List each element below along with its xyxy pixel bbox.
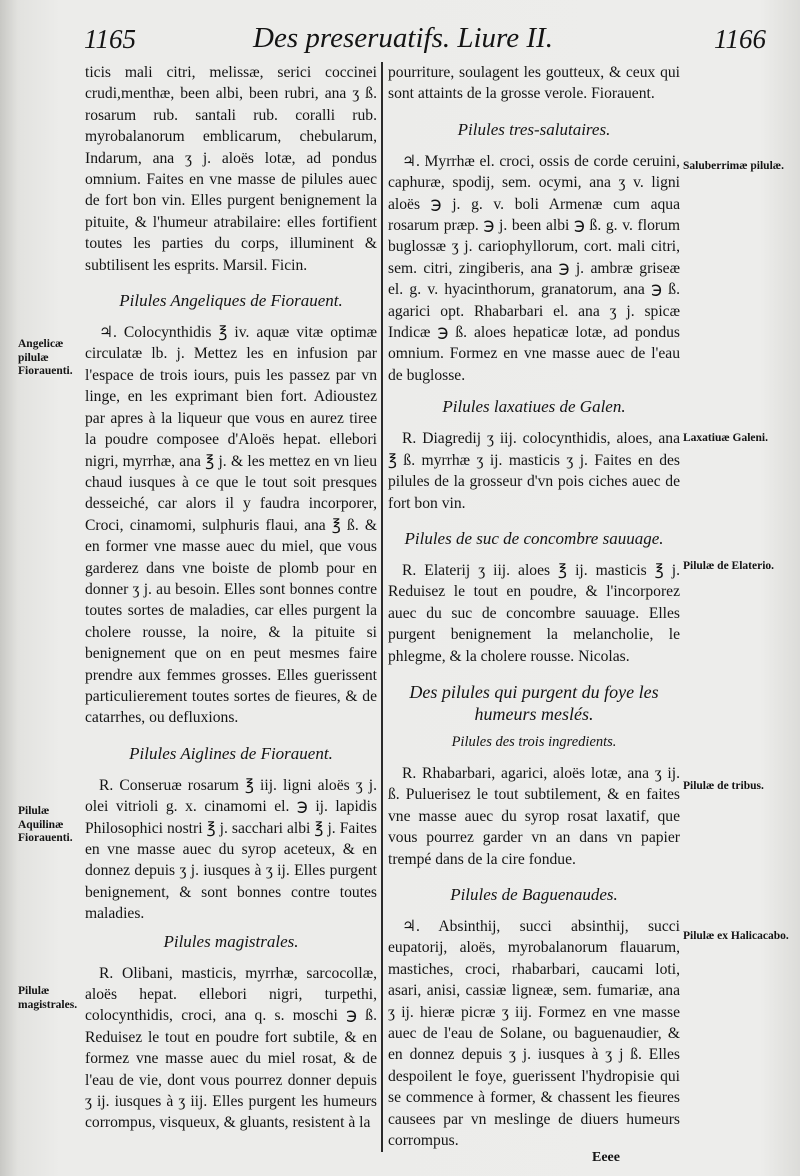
margin-note: Pilulæ ex Halicacabo. [683,930,789,942]
paragraph: ♃. Colocynthidis ℥ iv. aquæ vitæ optimæ circulatæ lb. j. Mettez les en infusion par l'espace de trois iours, puis les passez par vn linge, en les exprimant bien fort. Adioustez par apres à la liqueur que vous en aurez tiree la poudre composee d'Aloës hepat. ellebori nigri, myrrhæ, ana ℥ j. & les mettez en vn lieu chaud iusques à ce que le tout soit presques desseiché, car alors il y faudra incorporer, Croci, cinamomi, sulphuris flaui, ana ℥ ß. & en former vne masse auec du miel, que vous garderez dans vne boiste de plomb pour en donner ʒ j. au besoin. Elles sont bonnes contre toutes sortes de maladies, car elles purgent la cholere rousse, la noire, & la pituite si benignement que on en peut mesmes faire prendre aux femmes grosses. Elles guerissent particulierement toutes sortes de fieures, & de catarrhes, ou defluxions. [85,324,377,727]
paragraph: R. Conseruæ rosarum ℥ iij. ligni aloës ʒ j. olei vitrioli g. x. cinamomi el. ℈ ij. lapidis Philosophici nostri ℥ j. sacchari albi ℥ j. Faites en vne masse auec du syrop aceteux, & en donnez depuis ʒ j. iusques à ʒ ij. Elles purgent benignement, & sont bonnes contre toutes maladies. [85,776,377,923]
running-title: Des preseruatifs. Liure II. [253,22,553,54]
margin-note: Laxatiuæ Galeni. [683,432,768,444]
page-number-right: 1166 [714,24,766,54]
catchword: Eeee [592,1150,620,1165]
paragraph: ♃. Myrrhæ el. croci, ossis de corde ceruini, caphuræ, spodij, sem. ocymi, ana ʒ v. ligni aloës ℈ j. g. v. boli Armenæ cum aqua rosarum præp. ℈ j. been albi ℈ ß. g. v. florum buglossæ ʒ j. cariophyllorum, cort. mali citri, sem. citri, zingiberis, ana ℈ j. ambræ griseæ el. g. v. hyacinthorum, granatorum, ana ℈ ß. agarici opt. Rhabarbari el. ana ʒ j. spicæ Indicæ ℈ ß. aloes hepaticæ lotæ, ad pondus omnium. Formez en vne masse auec de l'eau de buglosse. [388,152,680,384]
margin-note: Angelicæ pilulæ Fiorauenti. [18,338,73,377]
margin-note: Pilulæ magistrales. [18,985,78,1011]
section-heading: Pilules Aiglines de Fiorauent. [129,743,333,763]
section-heading: Pilules tres-salutaires. [457,119,611,139]
paragraph: R. Diagredij ʒ iij. colocynthidis, aloes, ana ℥ ß. myrrhæ ʒ ij. masticis ʒ j. Faites en des pilules de la grosseur d'vn pois ciches auec de fort bon vin. [388,430,680,512]
margin-note: Pilulæ Aquilinæ Fiorauenti. [18,805,73,844]
margin-note: Saluberrimæ pilulæ. [683,160,784,172]
column-rule [381,62,383,1152]
section-heading: Pilules des trois ingredients. [451,733,617,750]
paragraph: pourriture, soulagent les goutteux, & ceux qui sont attaints de la grosse verole. Fiorauent. [388,64,680,103]
section-heading: Pilules de Baguenaudes. [450,884,618,904]
margin-note: Pilulæ de Elaterio. [683,560,775,572]
section-heading: Pilules de suc de concombre sauuage. [404,528,664,548]
section-heading: Pilules magistrales. [163,931,299,951]
page-number-left: 1165 [84,24,136,54]
paragraph: R. Rhabarbari, agarici, aloës lotæ, ana ʒ ij. ß. Puluerisez le tout subtilement, & en faites vne masse auec du syrop rosat laxatif, que vous pourrez garder vn an dans vn papier trempé dans de la cire fondue. [388,764,680,868]
paragraph: ticis mali citri, melissæ, serici coccinei crudi,menthæ, been albi, been rubri, ana ʒ ß. rosarum rub. santali rub. coralli rub. myrobalanorum emblicarum, chebularum, Indarum, ana ʒ j. aloës lotæ, ad pondus omnium. Faites en vne masse de pilules auec de fort bon vin. Elles purgent benignement la pituite, & l'humeur atrabilaire: elles fortifient toutes les parties du corps, illuminent & subtilisent les esprits. Marsil. Ficin. [85,64,377,274]
paragraph: R. Olibani, masticis, myrrhæ, sarcocollæ, aloës hepat. ellebori nigri, turpethi, colocynthidis, croci, ana q. s. moschi ℈ ß. Reduisez le tout en poudre fort subtile, & en formez vne masse auec du miel rosat, & de l'eau de vie, dont vous pourrez donner depuis ʒ ij. iusques à ʒ iij. Elles purgent les humeurs corrompus, visqueux, & gluants, resistent à la [85,964,377,1132]
paragraph: ♃. Absinthij, succi absinthij, succi eupatorij, aloës, myrobalanorum flauarum, mastiches, croci, rhabarbari, caucami loti, asari, anisi, cassiæ ligneæ, sem. fumariæ, ana ʒ ij. hieræ picræ ʒ iij. Formez en vne masse auec de l'eau de Solane, ou baguenaudier, & en donnez depuis ʒ j. iusques à ʒ j ß. Elles despoilent le foye, guerissent l'hydropisie qui se commence à former, & chassent les fieures causees par vn meslinge de diuers humeurs corrompus. [388,917,680,1150]
left-column [85,62,377,1134]
right-column [388,62,680,1151]
margin-note: Pilulæ de tribus. [683,780,764,792]
section-heading: Pilules Angeliques de Fiorauent. [119,291,343,311]
paragraph: R. Elaterij ʒ iij. aloes ℥ ij. masticis ℥ j. Reduisez le tout en poudre, & l'incorporez auec du suc de concombre sauuage. Elles purgent benignement la melancholie, le phlegme, & la cholere rousse. Nicolas. [388,561,680,665]
chapter-heading: Des pilules qui purgent du foye les humeurs meslés. [409,681,659,724]
section-heading: Pilules laxatiues de Galen. [442,397,626,417]
